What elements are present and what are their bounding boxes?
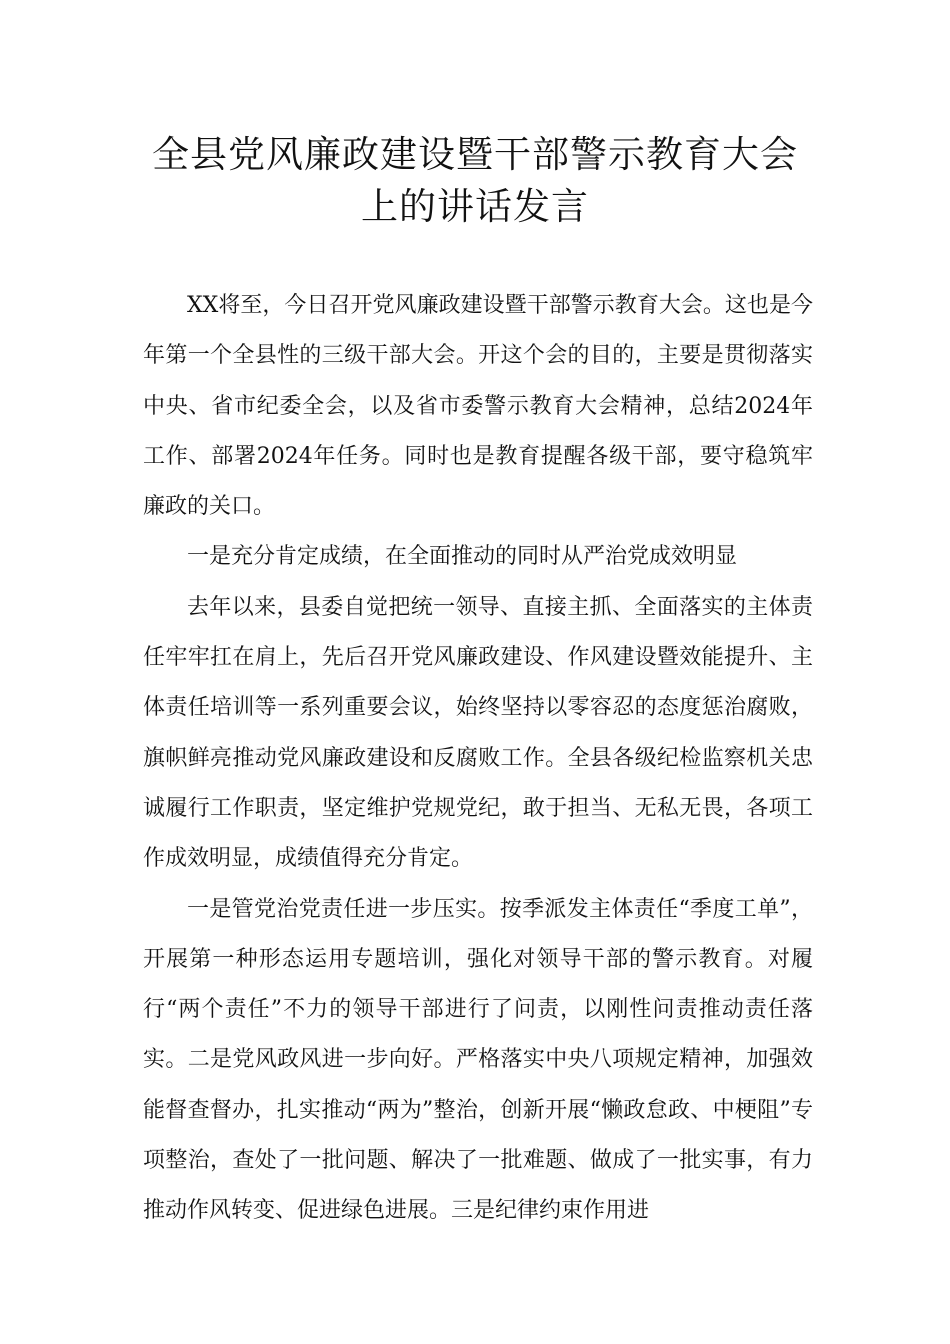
document-body <box>143 281 813 1237</box>
paragraph-achievements: 去年以来，县委自觉把统一领导、直接主抓、全面落实的主体责任牢牢扛在肩上，先后召开党风廉政建设、作风建设暨效能提升、主体责任培训等一系列重要会议，始终坚持以零容忍的态度惩治腐败，旗帜鲜亮推动党风廉政建设和反腐败工作。全县各级纪检监察机关忠诚履行工作职责，坚定维护党规党纪，敢于担当、无私无畏，各项工作成效明显，成绩值得充分肯定。 <box>143 594 813 872</box>
document-title-line-2: 上的讲话发言 <box>361 185 589 228</box>
paragraph-intro: XX将至，今日召开党风廉政建设暨干部警示教育大会。这也是今年第一个全县性的三级干部大会。开这个会的目的，主要是贯彻落实中央、省市纪委全会，以及省市委警示教育大会精神，总结2024年工作、部署2024年任务。同时也是教育提醒各级干部，要守稳筑牢廉政的关口。 <box>143 293 813 520</box>
paragraph-heading-one: 一是充分肯定成绩，在全面推动的同时从严治党成效明显 <box>187 544 738 570</box>
paragraph-details: 一是管党治党责任进一步压实。按季派发主体责任“季度工单”，开展第一种形态运用专题培训，强化对领导干部的警示教育。对履行“两个责任”不力的领导干部进行了问责，以刚性问责推动责任落实。二是党风政风进一步向好。严格落实中央八项规定精神，加强效能督查督办，扎实推动“两为”整治，创新开展“懒政怠政、中梗阻”专项整治，查处了一批问题、解决了一批难题、做成了一批实事，有力推动作风转变、促进绿色进展。三是纪律约束作用进 <box>143 896 813 1224</box>
document-title-line-1: 全县党风廉政建设暨干部警示教育大会 <box>152 133 798 176</box>
